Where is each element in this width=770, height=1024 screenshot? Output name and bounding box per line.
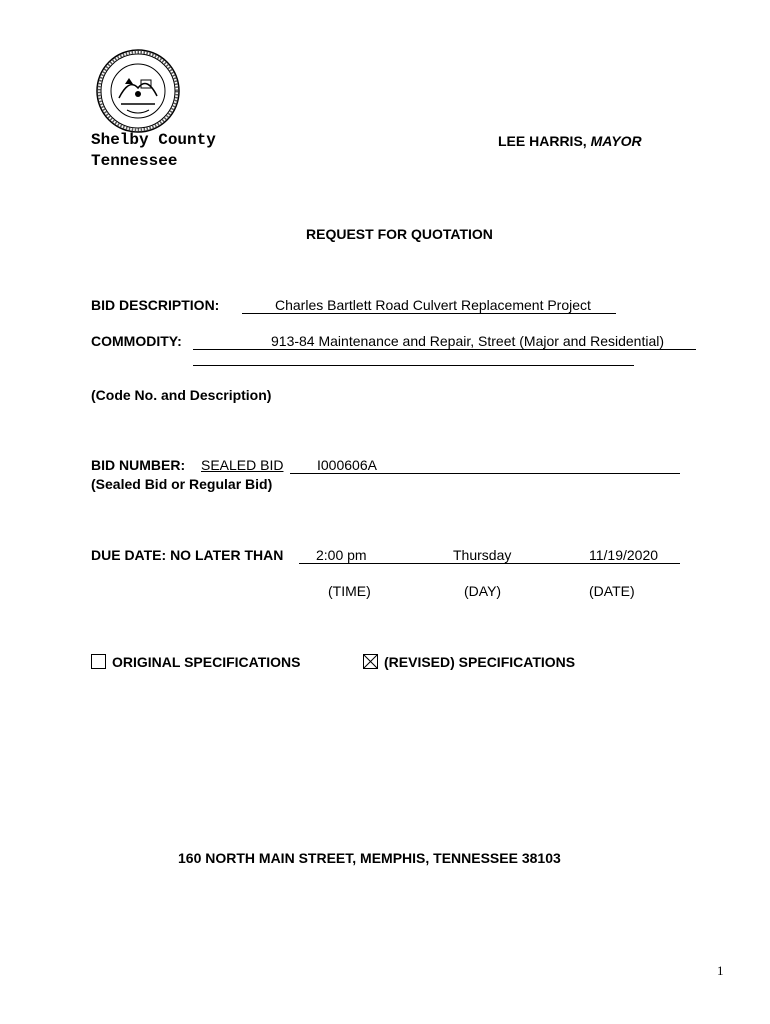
day-caption: (DAY) bbox=[464, 583, 502, 599]
commodity-caption: (Code No. and Description) bbox=[91, 387, 272, 403]
page-number: 1 bbox=[717, 963, 724, 978]
bid-description-label: BID DESCRIPTION: bbox=[91, 297, 220, 313]
original-specifications-label: ORIGINAL SPECIFICATIONS bbox=[112, 654, 301, 670]
revised-specifications-label: (REVISED) SPECIFICATIONS bbox=[384, 654, 576, 670]
bid-number-value: I000606A bbox=[317, 457, 377, 473]
address: 160 NORTH MAIN STREET, MEMPHIS, TENNESSEE 38103 bbox=[178, 850, 561, 866]
commodity-label: COMMODITY: bbox=[91, 333, 182, 349]
bid-number-label: BID NUMBER: bbox=[91, 457, 186, 473]
county-name-line2: Tennessee bbox=[91, 152, 178, 170]
mayor-name: LEE HARRIS, bbox=[498, 133, 591, 149]
mayor-title: MAYOR bbox=[590, 133, 642, 149]
due-time-value: 2:00 pm bbox=[316, 547, 367, 563]
due-date-value: 11/19/2020 bbox=[589, 547, 659, 563]
county-seal-logo bbox=[95, 48, 181, 134]
bid-description-underline bbox=[242, 313, 616, 314]
due-date-underline bbox=[299, 563, 680, 564]
page-title: REQUEST FOR QUOTATION bbox=[306, 226, 493, 242]
mayor-line bbox=[498, 133, 642, 149]
bid-type-value: SEALED BID bbox=[201, 457, 284, 473]
date-caption: (DATE) bbox=[589, 583, 635, 599]
time-caption: (TIME) bbox=[328, 583, 371, 599]
original-specifications-checkbox[interactable] bbox=[91, 654, 106, 669]
bid-number-caption: (Sealed Bid or Regular Bid) bbox=[91, 476, 273, 492]
checkmark-x-icon bbox=[364, 655, 377, 668]
due-day-value: Thursday bbox=[453, 547, 512, 563]
county-name-line1: Shelby County bbox=[91, 131, 216, 149]
commodity-value: 913-84 Maintenance and Repair, Street (Major and Residential) bbox=[271, 333, 665, 349]
commodity-underline bbox=[193, 349, 696, 350]
bid-number-underline bbox=[290, 473, 680, 474]
due-date-label: DUE DATE: NO LATER THAN bbox=[91, 547, 284, 563]
revised-specifications-checkbox[interactable] bbox=[363, 654, 378, 669]
bid-description-value: Charles Bartlett Road Culvert Replacement Project bbox=[275, 297, 591, 313]
commodity-second-line bbox=[193, 365, 634, 366]
